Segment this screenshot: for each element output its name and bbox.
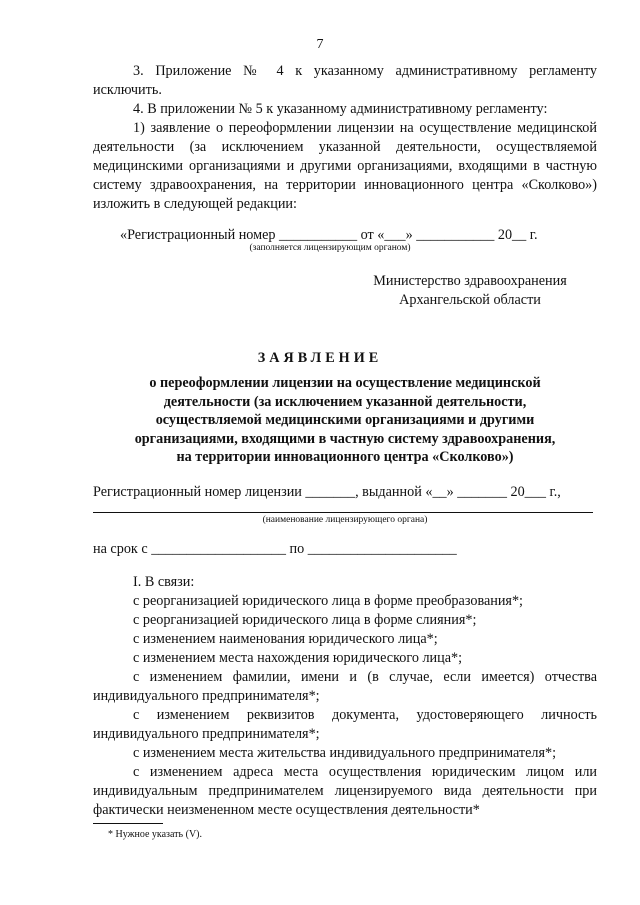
subtitle-line: о переоформлении лицензии на осуществление медицинской <box>149 375 541 391</box>
licensing-authority-note: (наименование лицензирующего органа) <box>262 515 428 525</box>
subtitle-line: организациями, входящими в частную систему здравоохранения, <box>134 430 556 447</box>
item4-paragraph: 4. В приложении № 5 к указанному административному регламенту: <box>133 101 548 117</box>
ministry-line1: Министерство здравоохранения <box>373 273 567 289</box>
reason-item: с изменением места нахождения юридического лица*; <box>133 650 463 666</box>
ministry-line2: Архангельской области <box>399 292 541 308</box>
registration-number-line: «Регистрационный номер ___________ от «___» ___________ 20__ г. <box>120 227 538 243</box>
document-title: ЗАЯВЛЕНИЕ <box>257 350 383 366</box>
footnote: * Нужное указать (V). <box>108 829 202 840</box>
footnote-separator <box>93 823 163 824</box>
document-subtitle <box>93 374 597 467</box>
subtitle-line: деятельности (за исключением указанной деятельности, <box>163 393 527 410</box>
section1-heading: I. В связи: <box>133 574 195 590</box>
reason-item: с изменением реквизитов документа, удостоверяющего личность индивидуального предпринимателя*; <box>93 707 597 742</box>
license-number-line: Регистрационный номер лицензии _______, выданной «__» _______ 20___ г., <box>93 484 561 500</box>
reason-item: с изменением места жительства индивидуального предпринимателя*; <box>133 745 557 761</box>
reason-item: с реорганизацией юридического лица в форме слияния*; <box>133 612 477 628</box>
item3-line2: исключить. <box>93 82 162 98</box>
reason-item: с реорганизацией юридического лица в форме преобразования*; <box>133 593 523 609</box>
licensing-authority-rule <box>93 512 593 513</box>
page-number: 7 <box>316 37 324 52</box>
item3-line1: 3. Приложение № 4 к указанному административному регламенту <box>133 63 597 79</box>
registration-note: (заполняется лицензирующим органом) <box>249 243 411 253</box>
term-line: на срок с ___________________ по _____________________ <box>93 541 457 557</box>
item4-subparagraph: 1) заявление о переоформлении лицензии на осуществление медицинской деятельности (за исключением указанной деятельности, осуществляемой медицинскими организациями и другими организациями, входящими в частную систему здравоохранения, на территории инновационного центра «Сколково») изложить в следующей редакции: <box>93 120 597 212</box>
reason-item: с изменением адреса места осуществления юридическим лицом или индивидуальным предпринимателем лицензируемого вида деятельности при фактически неизмененном месте осуществления деятельности* <box>93 764 597 818</box>
reason-item: с изменением фамилии, имени и (в случае, если имеется) отчества индивидуального предпринимателя*; <box>93 669 597 704</box>
reason-item: с изменением наименования юридического лица*; <box>133 631 438 647</box>
subtitle-line: осуществляемой медицинскими организациями и другими <box>155 412 535 428</box>
subtitle-line: на территории инновационного центра «Сколково») <box>176 449 514 465</box>
